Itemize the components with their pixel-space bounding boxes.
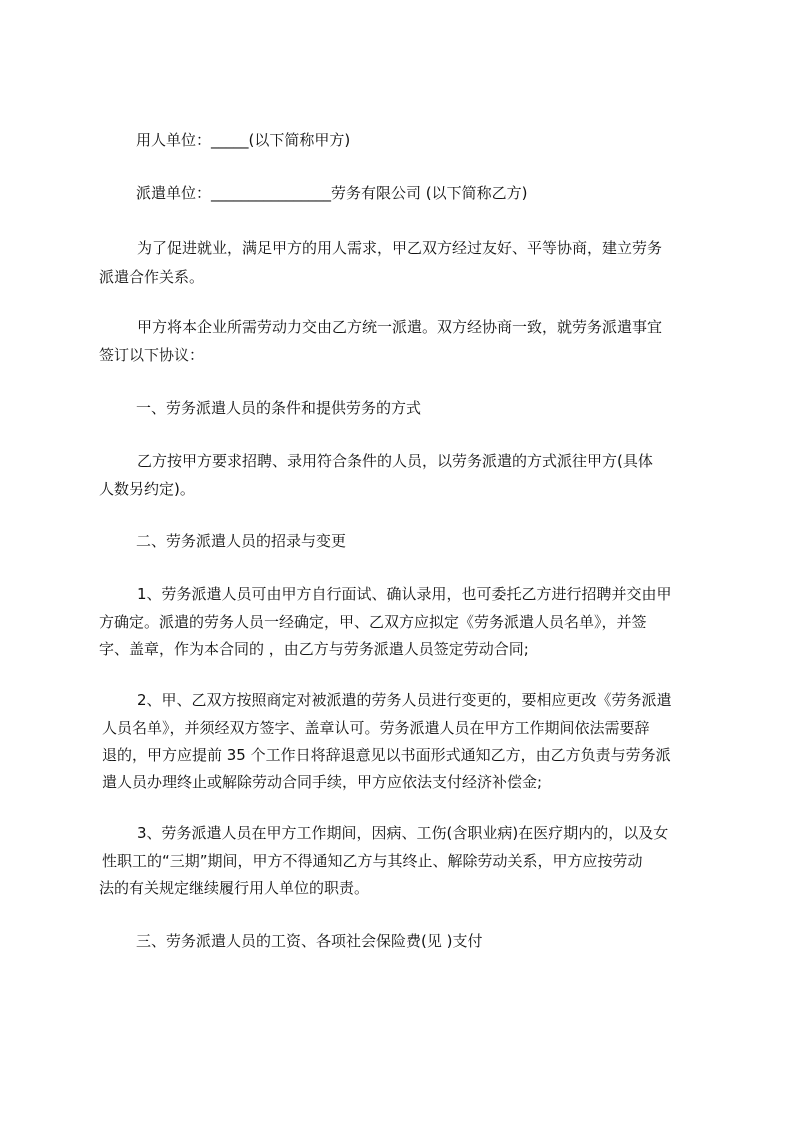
paragraph-line: 1、劳务派遣人员可由甲方自行面试、确认录用，也可委托乙方进行招聘并交由甲: [137, 585, 672, 603]
section-heading-2: 二、劳务派遣人员的招录与变更: [136, 532, 347, 550]
paragraph-line: 2、甲、乙双方按照商定对被派遣的劳务人员进行变更的，要相应更改《劳务派遣: [137, 691, 672, 709]
section-heading-3: 三、劳务派遣人员的工资、各项社会保险费(见 )支付: [136, 932, 483, 950]
paragraph-line: 性职工的“三期”期间，甲方不得通知乙方与其终止、解除劳动关系，甲方应按劳动: [102, 852, 643, 870]
section-heading-1: 一、劳务派遣人员的条件和提供劳务的方式: [136, 399, 422, 417]
paragraph-line: 退的，甲方应提前 35 个工作日将辞退意见以书面形式通知乙方，由乙方负责与劳务派: [102, 746, 671, 764]
paragraph-line: 遣人员办理终止或解除劳动合同手续，甲方应依法支付经济补偿金;: [102, 773, 543, 791]
paragraph-line: 甲方将本企业所需劳动力交由乙方统一派遣。双方经协商一致，就劳务派遣事宜: [137, 318, 663, 336]
paragraph-line: 乙方按甲方要求招聘、录用符合条件的人员，以劳务派遣的方式派往甲方(具体: [137, 452, 653, 470]
paragraph-line: 派遣合作关系。: [99, 268, 205, 286]
paragraph-line: 3、劳务派遣人员在甲方工作期间，因病、工伤(含职业病)在医疗期内的，以及女: [137, 824, 669, 842]
paragraph-line: 签订以下协议：: [99, 346, 205, 364]
paragraph-line: 人员名单》，并须经双方签字、盖章认可。劳务派遣人员在甲方工作期间依法需要辞: [102, 719, 650, 737]
paragraph-line: 字、盖章，作为本合同的 ，由乙方与劳务派遣人员签定劳动合同;: [99, 640, 529, 658]
paragraph-line: 方确定。派遣的劳务人员一经确定，甲、乙双方应拟定《劳务派遣人员名单》，并签: [99, 613, 647, 631]
paragraph-line: 人数另约定)。: [99, 480, 195, 498]
paragraph-line: 法的有关规定继续履行用人单位的职责。: [99, 879, 370, 897]
paragraph-line: 为了促进就业，满足甲方的用人需求，甲乙双方经过友好、平等协商，建立劳务: [137, 239, 663, 257]
employer-line: 用人单位：_____(以下简称甲方): [136, 131, 351, 149]
dispatcher-line: 派遣单位：________________劳务有限公司 (以下简称乙方): [136, 184, 528, 202]
